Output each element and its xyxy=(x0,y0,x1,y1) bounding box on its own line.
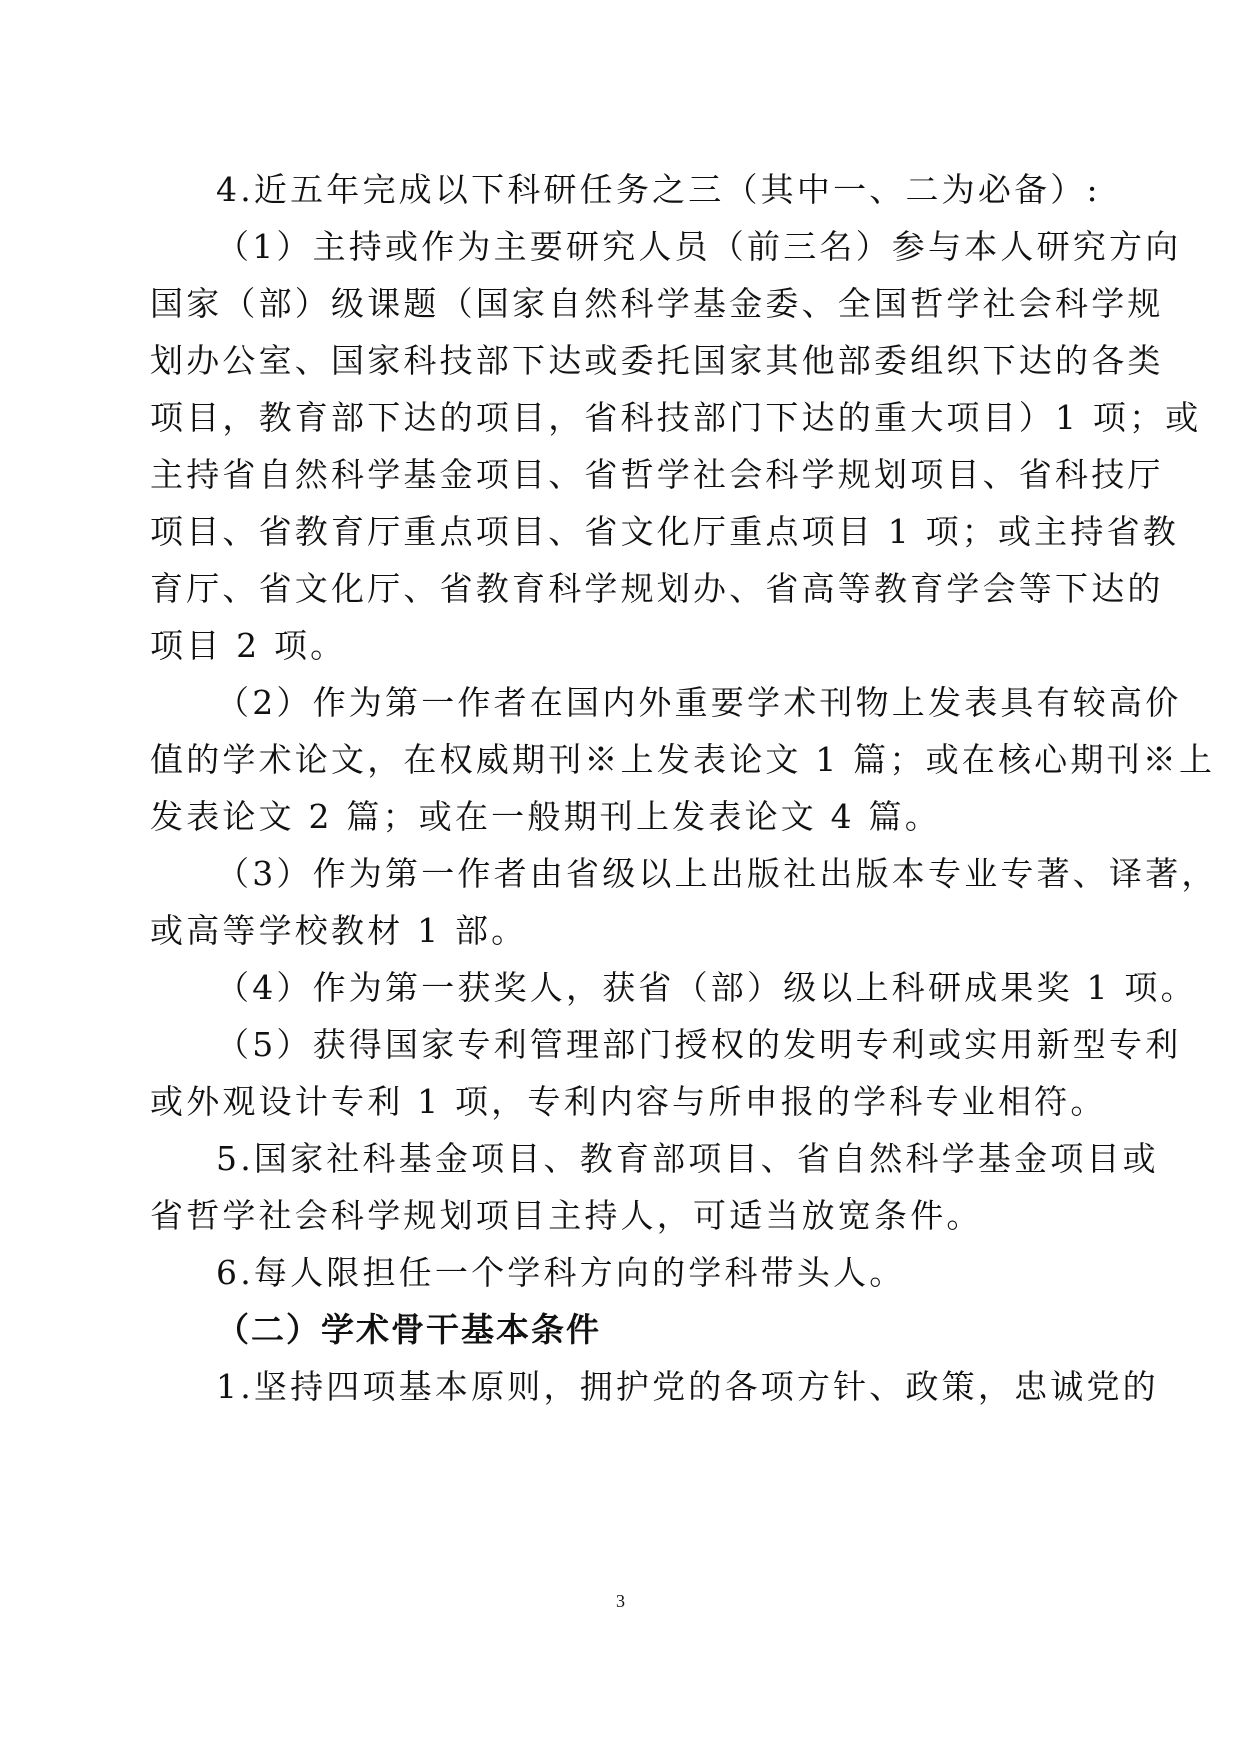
paragraph-line: （3）作为第一作者由省级以上出版社出版本专业专著、译著， xyxy=(216,854,1218,893)
paragraph-line: （5）获得国家专利管理部门授权的发明专利或实用新型专利 xyxy=(216,1025,1182,1064)
paragraph-line: 5.国家社科基金项目、教育部项目、省自然科学基金项目或 xyxy=(216,1139,1159,1178)
paragraph-line: 1.坚持四项基本原则，拥护党的各项方针、政策，忠诚党的 xyxy=(216,1367,1159,1406)
paragraph-line: 4.近五年完成以下科研任务之三（其中一、二为必备）: xyxy=(216,170,1101,209)
paragraph-line: 划办公室、国家科技部下达或委托国家其他部委组织下达的各类 xyxy=(150,341,1164,380)
paragraph-line: 或高等学校教材 1 部。 xyxy=(150,911,528,950)
paragraph-line: 或外观设计专利 1 项，专利内容与所申报的学科专业相符。 xyxy=(150,1082,1107,1121)
paragraph-line: 项目，教育部下达的项目，省科技部门下达的重大项目）1 项；或 xyxy=(150,398,1202,437)
paragraph-line: 主持省自然科学基金项目、省哲学社会科学规划项目、省科技厅 xyxy=(150,455,1164,494)
paragraph-line: 省哲学社会科学规划项目主持人，可适当放宽条件。 xyxy=(150,1196,983,1235)
paragraph-line: 6.每人限担任一个学科方向的学科带头人。 xyxy=(216,1253,906,1292)
paragraph-line: 发表论文 2 篇；或在一般期刊上发表论文 4 篇。 xyxy=(150,797,941,836)
paragraph-line: （4）作为第一获奖人，获省（部）级以上科研成果奖 1 项。 xyxy=(216,968,1197,1007)
section-heading: （二）学术骨干基本条件 xyxy=(216,1310,601,1349)
paragraph-line: （2）作为第一作者在国内外重要学术刊物上发表具有较高价 xyxy=(216,683,1182,722)
paragraph-line: 育厅、省文化厅、省教育科学规划办、省高等教育学会等下达的 xyxy=(150,569,1164,608)
paragraph-line: 项目 2 项。 xyxy=(150,626,347,665)
page-number: 3 xyxy=(616,1591,625,1611)
paragraph-line: 国家（部）级课题（国家自然科学基金委、全国哲学社会科学规 xyxy=(150,284,1164,323)
paragraph-line: （1）主持或作为主要研究人员（前三名）参与本人研究方向 xyxy=(216,227,1182,266)
paragraph-line: 值的学术论文，在权威期刊※上发表论文 1 篇；或在核心期刊※上 xyxy=(150,740,1216,779)
paragraph-line: 项目、省教育厅重点项目、省文化厅重点项目 1 项；或主持省教 xyxy=(150,512,1179,551)
